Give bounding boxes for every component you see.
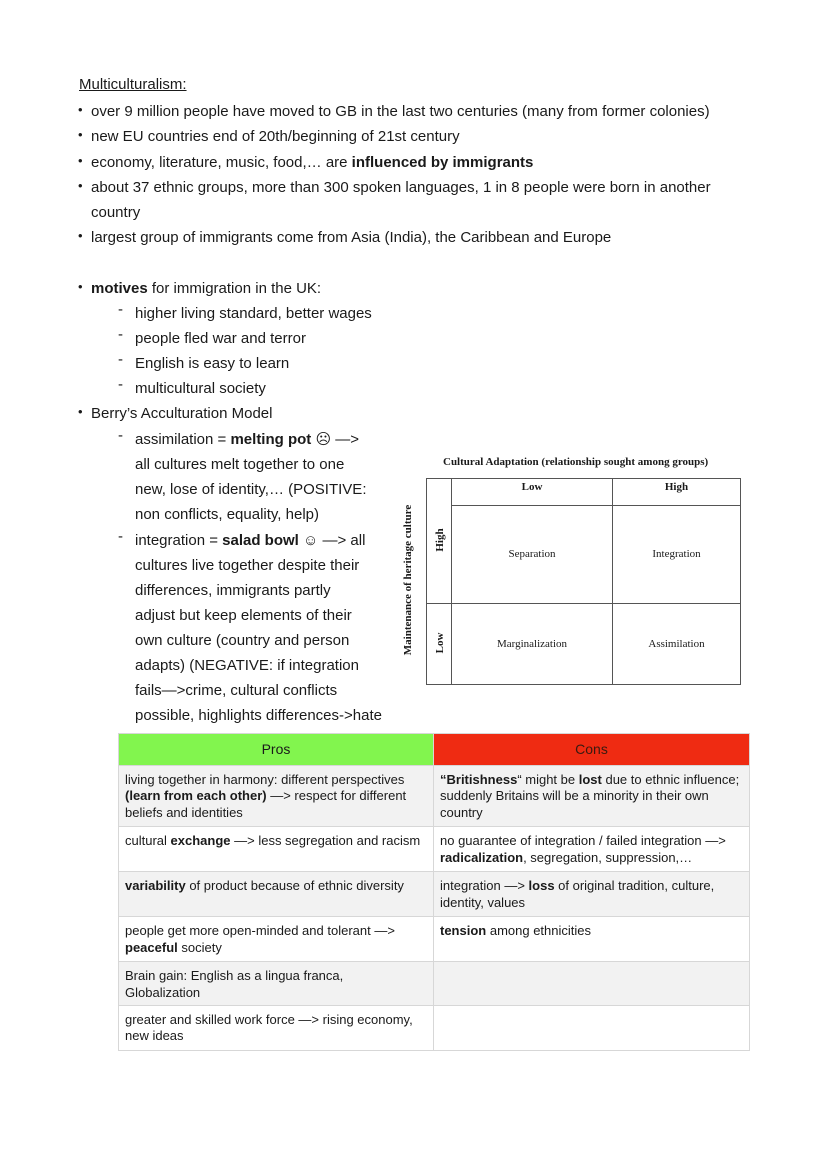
dash-marker: -	[118, 376, 123, 393]
row-header-high: High	[434, 528, 446, 552]
y-axis-label: Maintenance of heritage culture	[402, 504, 414, 656]
dash-marker: -	[118, 528, 123, 545]
grid-line	[426, 603, 741, 604]
assimilation-text: all cultures melt together to one	[135, 456, 345, 473]
pros-cell: cultural exchange —> less segregation and racism	[119, 827, 434, 872]
bullet-dot: •	[78, 404, 83, 419]
integration-text: possible, highlights differences->hate	[135, 707, 382, 724]
cons-header: Cons	[434, 734, 750, 766]
pros-cell: living together in harmony: different perspectives (learn from each other) —> respect for different beliefs and identities	[119, 765, 434, 827]
table-row	[119, 1005, 750, 1050]
pros-cell: greater and skilled work force —> rising economy, new ideas	[119, 1005, 434, 1050]
cons-cell: “Britishness“ might be lost due to ethnic influence; suddenly Britains will be a minority in their own country	[434, 765, 750, 827]
pros-cons-table	[118, 733, 750, 1051]
integration-text: fails—>crime, cultural conflicts	[135, 682, 338, 699]
dash-marker: -	[118, 326, 123, 343]
bullet-dot: •	[78, 102, 83, 117]
diagram-grid	[426, 478, 741, 685]
motive-item: people fled war and terror	[135, 330, 306, 347]
table-row	[119, 917, 750, 962]
bullet-dot: •	[78, 153, 83, 168]
integration-text: differences, immigrants partly	[135, 582, 331, 599]
cell-separation: Separation	[508, 548, 556, 560]
dash-marker: -	[118, 427, 123, 444]
bullet-item: about 37 ethnic groups, more than 300 spoken languages, 1 in 8 people were born in another	[91, 179, 711, 196]
bullet-item: largest group of immigrants come from Asia (India), the Caribbean and Europe	[91, 229, 612, 246]
integration-text: adapts) (NEGATIVE: if integration	[135, 657, 359, 674]
table-row	[119, 962, 750, 1006]
table-row	[119, 765, 750, 827]
bullet-item-continuation: country	[91, 204, 141, 221]
bullet-item: new EU countries end of 20th/beginning of 21st century	[91, 128, 460, 145]
assimilation-text: new, lose of identity,… (POSITIVE:	[135, 481, 367, 498]
row-header-low: Low	[434, 632, 446, 654]
table-row	[119, 827, 750, 872]
cons-cell-empty	[434, 962, 750, 1006]
pros-cell: variability of product because of ethnic diversity	[119, 872, 434, 917]
bullet-dot: •	[78, 127, 83, 142]
cell-integration: Integration	[652, 548, 701, 560]
motive-item: multicultural society	[135, 380, 266, 397]
column-header-high: High	[664, 481, 689, 493]
cell-marginalization: Marginalization	[496, 638, 568, 650]
assimilation-text: non conflicts, equality, help)	[135, 506, 319, 523]
motive-item: higher living standard, better wages	[135, 305, 372, 322]
integration-line: integration = salad bowl ☺ —> all	[135, 532, 366, 549]
table-header-row	[119, 734, 750, 766]
bullet-item: economy, literature, music, food,… are influenced by immigrants	[91, 154, 534, 171]
pros-header: Pros	[119, 734, 434, 766]
integration-text: own culture (country and person	[135, 632, 350, 649]
motive-item: English is easy to learn	[135, 355, 290, 372]
pros-cell: Brain gain: English as a lingua franca, Globalization	[119, 962, 434, 1006]
bullet-dot: •	[78, 228, 83, 243]
column-header-low: Low	[521, 481, 543, 493]
cell-assimilation: Assimilation	[648, 638, 705, 650]
assimilation-line: assimilation = melting pot ☹ —>	[135, 431, 360, 448]
cons-cell: integration —> loss of original tradition, culture, identity, values	[434, 872, 750, 917]
dash-marker: -	[118, 301, 123, 318]
bullet-item: over 9 million people have moved to GB in the last two centuries (many from former colonies)	[91, 103, 710, 120]
page-heading: Multiculturalism:	[79, 76, 187, 93]
grid-line	[451, 505, 741, 506]
cons-cell-empty	[434, 1005, 750, 1050]
berry-heading: Berry’s Acculturation Model	[91, 405, 273, 422]
pros-cell: people get more open-minded and tolerant —> peaceful society	[119, 917, 434, 962]
grid-line	[612, 478, 613, 685]
dash-marker: -	[118, 351, 123, 368]
integration-text: adjust but keep elements of their	[135, 607, 352, 624]
integration-text: cultures live together despite their	[135, 557, 360, 574]
bullet-dot: •	[78, 178, 83, 193]
bullet-dot: •	[78, 279, 83, 294]
cons-cell: no guarantee of integration / failed integration —> radicalization, segregation, suppression,…	[434, 827, 750, 872]
diagram-title: Cultural Adaptation (relationship sought among groups)	[443, 456, 709, 468]
table-row	[119, 872, 750, 917]
cons-cell: tension among ethnicities	[434, 917, 750, 962]
motives-heading: motives for immigration in the UK:	[91, 280, 322, 297]
grid-line	[451, 478, 452, 685]
